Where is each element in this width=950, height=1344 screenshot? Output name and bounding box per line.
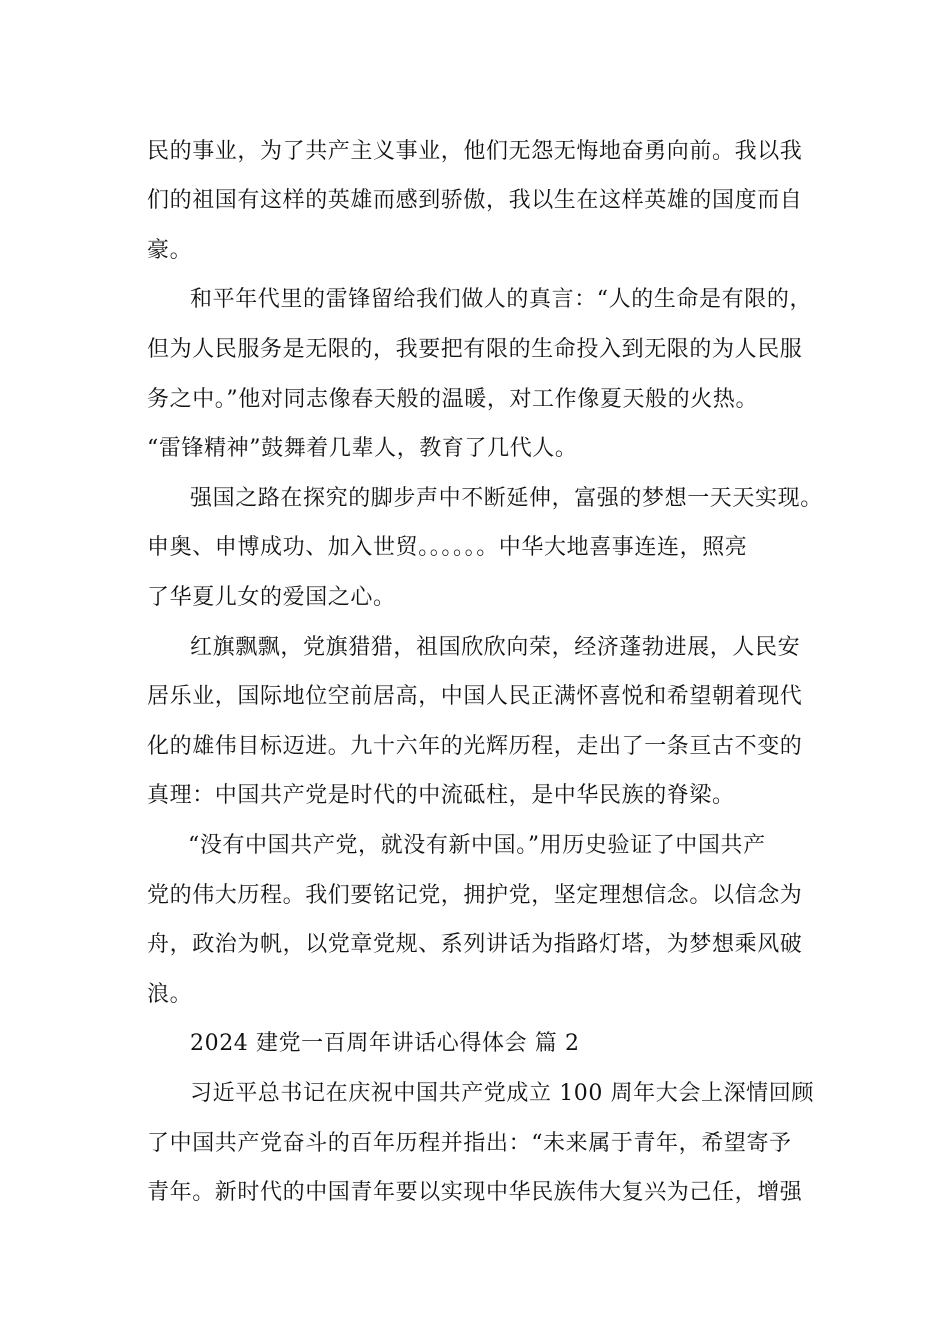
paragraph-line: 青年。新时代的中国青年要以实现中华民族伟大复兴为己任，增强 <box>147 1180 803 1205</box>
paragraph-line: 党的伟大历程。我们要铭记党，拥护党，坚定理想信念。以信念为 <box>147 883 803 908</box>
paragraph-line: 务之中。”他对同志像春天般的温暖，对工作像夏天般的火热。 <box>147 387 759 412</box>
paragraph-line: 红旗飘飘，党旗猎猎，祖国欣欣向荣，经济蓬勃进展，人民安 <box>190 635 801 660</box>
paragraph-line: 了华夏儿女的爱国之心。 <box>147 585 396 610</box>
paragraph-line: 浪。 <box>147 982 193 1007</box>
paragraph-line: 了中国共产党奋斗的百年历程并指出：“未来属于青年，希望寄予 <box>147 1131 792 1156</box>
paragraph-line: “雷锋精神”鼓舞着几辈人，教育了几代人。 <box>147 436 578 461</box>
paragraph-line: 们的祖国有这样的英雄而感到骄傲，我以生在这样英雄的国度而自 <box>147 188 803 213</box>
paragraph-line: “没有中国共产党，就没有新中国。”用历史验证了中国共产 <box>188 833 766 858</box>
paragraph-line: 习近平总书记在庆祝中国共产党成立 100 周年大会上深情回顾 <box>190 1081 814 1106</box>
paragraph-line: 豪。 <box>147 238 193 263</box>
paragraph-line: 和平年代里的雷锋留给我们做人的真言：“人的生命是有限的， <box>190 287 813 312</box>
paragraph-line: 居乐业，国际地位空前居高，中国人民正满怀喜悦和希望朝着现代 <box>147 684 803 709</box>
section-heading: 2024 建党一百周年讲话心得体会 篇 2 <box>190 1031 580 1056</box>
paragraph-line: 申奥、申博成功、加入世贸。。。。。。中华大地喜事连连，照亮 <box>147 535 748 560</box>
paragraph-line: 真理：中国共产党是时代的中流砥柱，是中华民族的脊梁。 <box>147 783 735 808</box>
paragraph-line: 化的雄伟目标迈进。九十六年的光辉历程，走出了一条亘古不变的 <box>147 734 803 759</box>
paragraph-line: 民的事业，为了共产主义事业，他们无怨无悔地奋勇向前。我以我 <box>147 139 803 164</box>
paragraph-line: 但为人民服务是无限的，我要把有限的生命投入到无限的为人民服 <box>147 337 803 362</box>
paragraph-line: 强国之路在探究的脚步声中不断延伸，富强的梦想一天天实现。 <box>190 486 823 511</box>
paragraph-line: 舟，政治为帆，以党章党规、系列讲话为指路灯塔，为梦想乘风破 <box>147 932 803 957</box>
